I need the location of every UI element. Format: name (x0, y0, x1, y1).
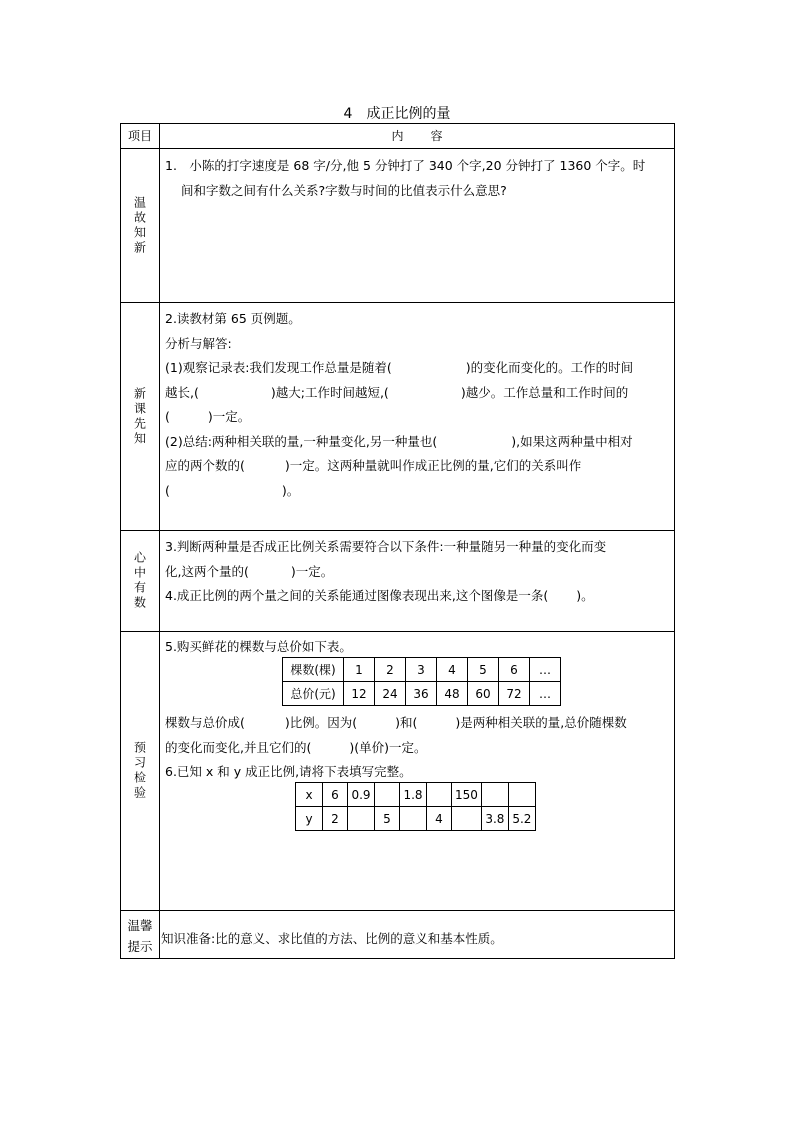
table-cell: 24 (375, 682, 406, 706)
text-segment: )。 (281, 482, 300, 498)
text-segment: )的变化而变化的。工作的时间 (465, 360, 634, 375)
text-segment: ( (165, 482, 170, 498)
text-segment: )是两种相关联的量,总价随棵数 (455, 715, 627, 730)
text-segment: )越少。工作总量和工作时间的 (460, 384, 629, 400)
table-cell: 6 (323, 783, 348, 807)
table-cell: x (296, 783, 323, 807)
row-divider (121, 910, 674, 911)
table-cell: 总价(元) (283, 682, 344, 706)
column-divider (159, 124, 160, 958)
table-cell[interactable] (452, 807, 482, 831)
mind-line-2 (165, 560, 673, 585)
table-cell: 2 (375, 658, 406, 682)
table-cell: 1 (344, 658, 375, 682)
table-cell: 6 (499, 658, 530, 682)
table-cell[interactable] (427, 783, 452, 807)
text-segment: (2)总结:两种相关联的量,一种量变化,另一种量也( (165, 433, 438, 449)
text-segment: 化,这两个量的( (165, 563, 249, 579)
preview-line-1 (165, 711, 673, 736)
new-lesson-line-5 (165, 405, 673, 430)
table-cell[interactable] (348, 807, 375, 831)
table-cell: 150 (452, 783, 482, 807)
xy-proportion-table (295, 782, 536, 831)
mind-label: 心中有数 (132, 551, 147, 611)
review-label-cell (121, 149, 159, 302)
header-item: 项目 (127, 129, 152, 143)
new-lesson-line-7 (165, 454, 673, 479)
new-lesson-line-6 (165, 430, 673, 455)
table-cell: 棵数(棵) (283, 658, 344, 682)
table-cell: 5 (468, 658, 499, 682)
row-divider (121, 530, 674, 531)
row-divider (121, 302, 674, 303)
mind-line-3 (165, 584, 673, 609)
preview-label-cell (121, 632, 159, 910)
table-cell: 3 (406, 658, 437, 682)
text-segment: 应的两个数的( (165, 458, 245, 473)
table-row (283, 658, 561, 682)
table-cell: 48 (437, 682, 468, 706)
review-line-2: 间和字数之间有什么关系?字数与时间的比值表示什么意思? (181, 182, 507, 198)
table-cell: … (530, 658, 561, 682)
text-segment: 4.成正比例的两个量之间的关系能通过图像表现出来,这个图像是一条( (165, 588, 549, 603)
text-segment: 棵数与总价成( (165, 715, 245, 730)
table-cell: 72 (499, 682, 530, 706)
table-cell: 4 (437, 658, 468, 682)
table-cell: 12 (344, 682, 375, 706)
tips-label-2: 提示 (127, 939, 153, 954)
table-cell: 2 (323, 807, 348, 831)
new-lesson-label: 新课先知 (132, 386, 147, 447)
new-lesson-line-3 (165, 356, 673, 381)
text-segment: )比例。因为( (284, 715, 358, 730)
table-cell: 3.8 (481, 807, 508, 831)
mind-label-cell (121, 531, 159, 631)
review-label: 温故知新 (132, 195, 147, 256)
table-row (296, 807, 536, 831)
worksheet-table (120, 123, 675, 959)
table-cell[interactable] (400, 807, 427, 831)
table-cell: … (530, 682, 561, 706)
mind-line-1: 3.判断两种量是否成正比例关系需要符合以下条件:一种量随另一种量的变化而变 (165, 539, 607, 554)
table-cell: 5 (375, 807, 400, 831)
text-segment: )和( (395, 715, 418, 730)
table-cell[interactable] (481, 783, 508, 807)
preview-line-2 (165, 736, 673, 761)
new-lesson-line-1: 2.读教材第 65 页例题。 (165, 311, 301, 326)
new-lesson-line-4 (165, 381, 673, 406)
table-cell: 1.8 (400, 783, 427, 807)
text-segment: 越长,( (165, 384, 199, 400)
text-segment: )一定。 (207, 409, 251, 424)
mind-content (165, 535, 673, 609)
table-cell: y (296, 807, 323, 831)
text-segment: ),如果这两种量中相对 (511, 433, 633, 449)
new-lesson-line-8 (165, 479, 673, 504)
text-segment: )一定。 (290, 563, 334, 579)
text-segment: (1)观察记录表:我们发现工作总量是随着( (165, 360, 392, 375)
tips-content (161, 927, 669, 952)
table-row (283, 682, 561, 706)
text-segment: )一定。这两种量就叫作成正比例的量,它们的关系叫作 (284, 458, 582, 473)
review-line-1: 1. 小陈的打字速度是 68 字/分,他 5 分钟打了 340 个字,20 分钟打了 1360 个字。时 (165, 158, 646, 173)
row-divider (121, 148, 674, 149)
question-6-text: 6.已知 x 和 y 成正比例,请将下表填写完整。 (165, 764, 412, 779)
preview-label: 预习检验 (132, 741, 147, 801)
new-lesson-line-2: 分析与解答: (165, 335, 232, 351)
preview-q5 (165, 635, 673, 660)
question-5-text: 5.购买鲜花的棵数与总价如下表。 (165, 639, 352, 654)
text-segment: ( (165, 409, 170, 424)
row-divider (121, 631, 674, 632)
header-content: 内 容 (391, 129, 444, 143)
tips-label-1: 温馨 (127, 918, 153, 933)
table-cell[interactable] (375, 783, 400, 807)
flower-price-table (282, 657, 561, 706)
review-content (165, 154, 673, 203)
text-segment: )(单价)一定。 (349, 739, 427, 755)
new-lesson-label-cell (121, 303, 159, 530)
table-cell[interactable] (508, 783, 535, 807)
table-row (296, 783, 536, 807)
new-lesson-content (165, 307, 673, 503)
text-segment: 的变化而变化,并且它们的( (165, 739, 312, 755)
table-cell: 5.2 (508, 807, 535, 831)
table-cell: 60 (468, 682, 499, 706)
tips-text: 知识准备:比的意义、求比值的方法、比例的意义和基本性质。 (161, 931, 503, 946)
text-segment: )。 (576, 588, 594, 603)
table-cell: 4 (427, 807, 452, 831)
text-segment: )越大;工作时间越短,( (270, 384, 389, 400)
page-title: 4 成正比例的量 (343, 106, 451, 122)
preview-answers (165, 711, 673, 785)
table-cell[interactable]: 0.9 (348, 783, 375, 807)
table-cell: 36 (406, 682, 437, 706)
